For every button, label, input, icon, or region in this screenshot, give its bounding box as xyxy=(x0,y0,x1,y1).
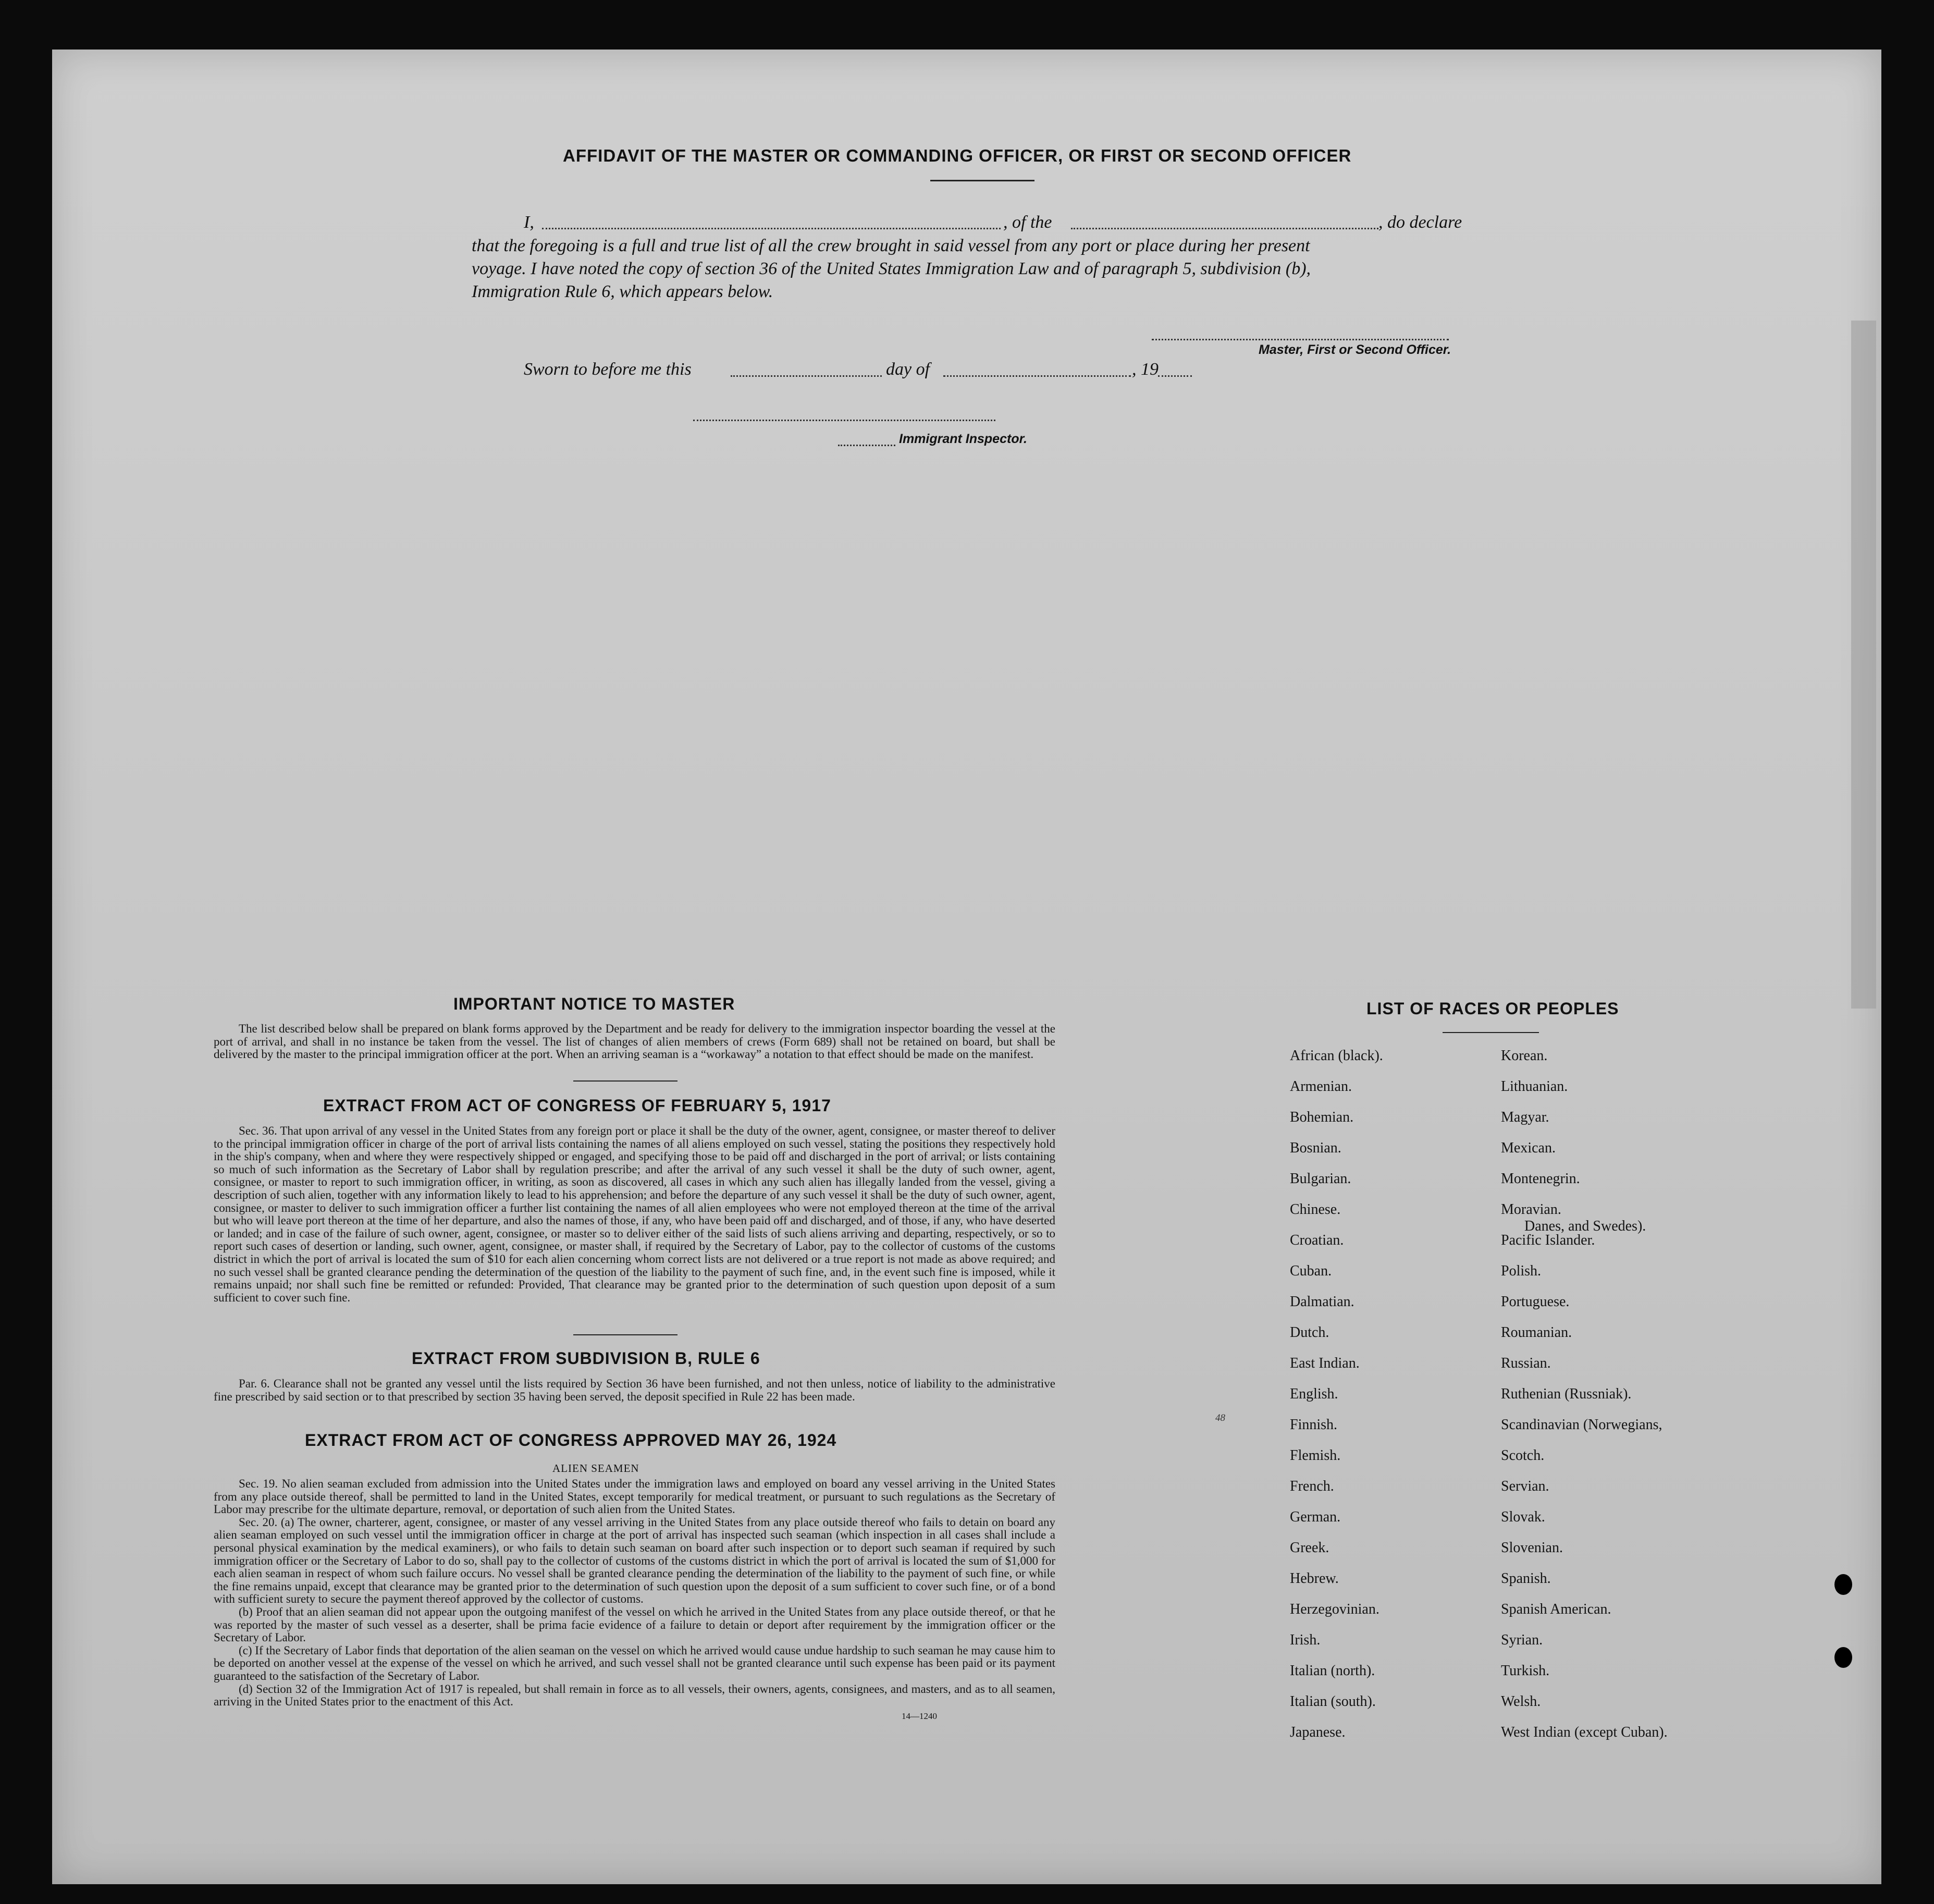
race-item: Ruthenian (Russniak). xyxy=(1501,1386,1632,1402)
race-item: Chinese. xyxy=(1290,1201,1341,1218)
alien-seamen-subtitle: ALIEN SEAMEN xyxy=(552,1462,639,1475)
notice-body xyxy=(214,1023,1055,1061)
section-36-paragraph: Sec. 36. That upon arrival of any vessel in the United States from any foreign port or place it shall be the duty of the owner, agent, consignee, or master thereof to deliver to the principal immigration officer in charge of the port of arrival lists containing the names of all aliens employed on such vessel, stating the positions they respectively hold in the ship's company, when and where they were respectively shipped or engaged, and specifying those to be paid off and discharged in the port of arrival; or lists containing so much of such information as the Secretary of Labor shall by regulation prescribe; and after the arrival of any such vessel it shall be the duty of such owner, agent, consignee, or master to report to such immigration officer, in writing, as soon as discovered, all cases in which any such alien has illegally landed from the vessel, giving a description of such alien, together with any information likely to lead to his apprehension; and before the departure of any such vessel it shall be the duty of such owner, agent, consignee, or master to deliver to such immigration officer a further list containing the names of all alien employees who were not employed thereon at the time of the arrival but who will leave port thereon at the time of her departure, and also the names of those, if any, who have been paid off and discharged, and of those, if any, who have deserted or landed; and in case of the failure of such owner, agent, consignee, or master so to deliver either of the said lists of such aliens arriving and departing, respectively, or so to report such cases of desertion or landing, such owner, agent, consignee, or master shall, if required by the Secretary of Labor, pay to the collector of customs of the customs district in which the port of arrival is located the sum of $10 for each alien concerning whom correct lists are not delivered or a true report is not made as above required; and no such vessel shall be granted clearance pending the determination of the question of the liability to the payment of such fine, and, in the event such fine is imposed, while it remains unpaid; nor shall such fine be remitted or refunded: Provided, That clearance may be granted prior to the determination of such question upon deposit of a sum sufficient to cover such fine. xyxy=(214,1124,1055,1304)
affidavit-line-2: that the foregoing is a full and true list of all the crew brought in said vessel from any port or place during her present xyxy=(472,236,1310,255)
race-item: Scotch. xyxy=(1501,1447,1545,1464)
race-item: Croatian. xyxy=(1290,1232,1344,1248)
race-item: Russian. xyxy=(1501,1355,1551,1371)
race-item: English. xyxy=(1290,1386,1338,1402)
race-item: Scandinavian (Norwegians, xyxy=(1501,1417,1662,1433)
race-item: Herzegovinian. xyxy=(1290,1601,1379,1617)
sworn-day-field[interactable] xyxy=(731,375,882,377)
race-item: Servian. xyxy=(1501,1478,1549,1494)
race-item: Mexican. xyxy=(1501,1140,1556,1156)
race-item: Hebrew. xyxy=(1290,1570,1339,1587)
affidavit-i: I, xyxy=(524,213,534,232)
sec-20c-paragraph: (c) If the Secretary of Labor finds that deportation of the alien seaman on the vessel on which he arrived would cause undue hardship to such seaman he may cause him to be deported on another vessel at the expense of the vessel on which he arrived, and such vessel shall not be granted clearance until such expense has been paid or its payment guaranteed to the satisfaction of the Secretary of Labor. xyxy=(214,1643,1055,1682)
race-item: Bohemian. xyxy=(1290,1109,1354,1125)
document-page xyxy=(52,50,1881,1884)
race-item: Roumanian. xyxy=(1501,1324,1572,1341)
rule6-body xyxy=(214,1378,1055,1403)
inspector-label: Immigrant Inspector. xyxy=(899,432,1027,446)
affidavit-line-4: Immigration Rule 6, which appears below. xyxy=(472,282,773,301)
race-item: Slovenian. xyxy=(1501,1540,1563,1556)
extract-1917-body xyxy=(214,1125,1055,1304)
race-item: Italian (south). xyxy=(1290,1693,1376,1710)
master-name-field[interactable] xyxy=(542,228,1001,229)
race-item: German. xyxy=(1290,1509,1341,1525)
race-item: Spanish. xyxy=(1501,1570,1551,1587)
margin-mark: 48 xyxy=(1215,1412,1225,1423)
race-item: Syrian. xyxy=(1501,1632,1543,1648)
race-item: Flemish. xyxy=(1290,1447,1341,1464)
sworn-day-of: day of xyxy=(886,360,930,379)
race-item: Bosnian. xyxy=(1290,1140,1341,1156)
sworn-year-field[interactable] xyxy=(1158,375,1192,377)
rule6-paragraph: Par. 6. Clearance shall not be granted any vessel until the lists required by Section 36 have been furnished, and not then unless, notice of liability to the administrative fine prescribed by said section or to that prescribed by section 35 having been served, the deposit specified in Rule 22 has been made. xyxy=(214,1377,1055,1403)
notice-rule xyxy=(573,1080,677,1082)
affidavit-line-3: voyage. I have noted the copy of section 36 of the United States Immigration Law and of paragraph 5, subdivision (b), xyxy=(472,259,1311,278)
affidavit-title: AFFIDAVIT OF THE MASTER OR COMMANDING OFFICER, OR FIRST OR SECOND OFFICER xyxy=(563,146,1352,165)
race-item: Turkish. xyxy=(1501,1663,1550,1679)
race-item: Italian (north). xyxy=(1290,1663,1375,1679)
race-item: West Indian (except Cuban). xyxy=(1501,1724,1668,1740)
punch-hole-top xyxy=(1834,1574,1852,1595)
scandinavian-continuation: Danes, and Swedes). xyxy=(1524,1218,1646,1234)
race-item: Moravian. xyxy=(1501,1201,1561,1218)
races-title: LIST OF RACES OR PEOPLES xyxy=(1366,999,1619,1018)
notice-paragraph: The list described below shall be prepared on blank forms approved by the Department and be ready for delivery to the immigration inspector boarding the vessel at the port of arrival, and shall in no instance be taken from the vessel. The list of changes of alien members of crews (Form 689) shall not be retained on board, but shall be delivered by the master to the principal immigration officer at the port. When an arriving seaman is a “workaway” a notation to that effect should be made on the manifest. xyxy=(214,1022,1055,1061)
race-item: Japanese. xyxy=(1290,1724,1346,1740)
race-item: Magyar. xyxy=(1501,1109,1549,1125)
sec-19-paragraph: Sec. 19. No alien seaman excluded from admission into the United States under the immigration laws and employed on board any vessel arriving in the United States from any place outside thereof, shall be permitted to land in the United States, except temporarily for medical treatment, or pursuant to such regulations as the Secretary of Labor may prescribe for the ultimate departure, removal, or deportation of such alien from the United States. xyxy=(214,1477,1055,1516)
race-item: Greek. xyxy=(1290,1540,1329,1556)
race-item: African (black). xyxy=(1290,1048,1383,1064)
sec-20b-paragraph: (b) Proof that an alien seaman did not appear upon the outgoing manifest of the vessel on which he arrived in the United States from any place outside thereof, or that he was reported by the master of such vessel as a deserter, shall be prima facie evidence of a failure to detain or deport after requirement by the immigration officer or the Secretary of Labor. xyxy=(214,1605,1055,1644)
page-edge-tab xyxy=(1851,321,1876,1009)
extract-1917-rule xyxy=(573,1334,677,1335)
inspector-signature-line[interactable] xyxy=(693,420,995,421)
race-item: Slovak. xyxy=(1501,1509,1545,1525)
affidavit-of-the: , of the xyxy=(1003,213,1052,232)
extract-1924-title: EXTRACT FROM ACT OF CONGRESS APPROVED MAY 26, 1924 xyxy=(305,1431,837,1450)
race-item: Cuban. xyxy=(1290,1263,1332,1279)
race-item: French. xyxy=(1290,1478,1334,1494)
vessel-name-field[interactable] xyxy=(1071,228,1378,229)
affidavit-statement xyxy=(472,235,1311,303)
extract-1924-body xyxy=(214,1478,1055,1709)
race-item: Polish. xyxy=(1501,1263,1542,1279)
inspector-lead-dots xyxy=(838,445,895,446)
races-title-rule xyxy=(1443,1032,1539,1033)
sworn-year: , 19 xyxy=(1132,360,1159,379)
race-item: Montenegrin. xyxy=(1501,1171,1580,1187)
rule6-title: EXTRACT FROM SUBDIVISION B, RULE 6 xyxy=(412,1349,760,1368)
race-item: Lithuanian. xyxy=(1501,1078,1568,1095)
race-item: Portuguese. xyxy=(1501,1294,1570,1310)
title-underline xyxy=(930,180,1034,181)
race-item: Armenian. xyxy=(1290,1078,1352,1095)
sworn-prefix: Sworn to before me this xyxy=(524,360,692,379)
master-signature-line[interactable] xyxy=(1152,339,1449,340)
race-item: Bulgarian. xyxy=(1290,1171,1351,1187)
sec-20d-paragraph: (d) Section 32 of the Immigration Act of 1917 is repealed, but shall remain in force as to all vessels, their owners, agents, consignees, and masters, and as to all seamen, arriving in the United States prior to the enactment of this Act. xyxy=(214,1682,1055,1709)
race-item: Spanish American. xyxy=(1501,1601,1611,1617)
affidavit-do-declare: , do declare xyxy=(1378,213,1462,232)
sec-20a-paragraph: Sec. 20. (a) The owner, charterer, agent, consignee, or master of any vessel arriving in the United States from any place outside thereof who fails to detain on board any alien seaman employed on such vessel until the immigration officer in charge at the port of arrival has inspected such seaman (which inspection in all cases shall include a personal physical examination by the medical examiners), or who fails to detain such seaman on board after such inspection or to deport such seaman if required by such immigration officer or the Secretary of Labor to do so, shall pay to the collector of customs of the customs district in which the port of arrival is located the sum of $1,000 for each alien seaman in respect of whom such failure occurs. No vessel shall be granted clearance pending the determination of the liability to the payment of such fine, or while the fine remains unpaid, except that clearance may be granted prior to the determination of such question upon the deposit of a sum sufficient to cover such fine, or of a bond with sufficient surety to secure the payment thereof approved by the collector of customs. xyxy=(214,1515,1055,1606)
race-item: Pacific Islander. xyxy=(1501,1232,1595,1248)
master-signature-label: Master, First or Second Officer. xyxy=(1259,342,1451,357)
form-number: 14—1240 xyxy=(902,1711,937,1721)
sworn-month-field[interactable] xyxy=(943,375,1131,377)
notice-title: IMPORTANT NOTICE TO MASTER xyxy=(453,994,735,1013)
race-item: Korean. xyxy=(1501,1048,1548,1064)
race-item: Irish. xyxy=(1290,1632,1321,1648)
extract-1917-title: EXTRACT FROM ACT OF CONGRESS OF FEBRUARY 5, 1917 xyxy=(323,1096,831,1115)
race-item: Dalmatian. xyxy=(1290,1294,1354,1310)
race-item: Dutch. xyxy=(1290,1324,1329,1341)
race-item: East Indian. xyxy=(1290,1355,1360,1371)
race-item: Finnish. xyxy=(1290,1417,1338,1433)
race-item: Welsh. xyxy=(1501,1693,1541,1710)
punch-hole-bottom xyxy=(1834,1647,1852,1668)
